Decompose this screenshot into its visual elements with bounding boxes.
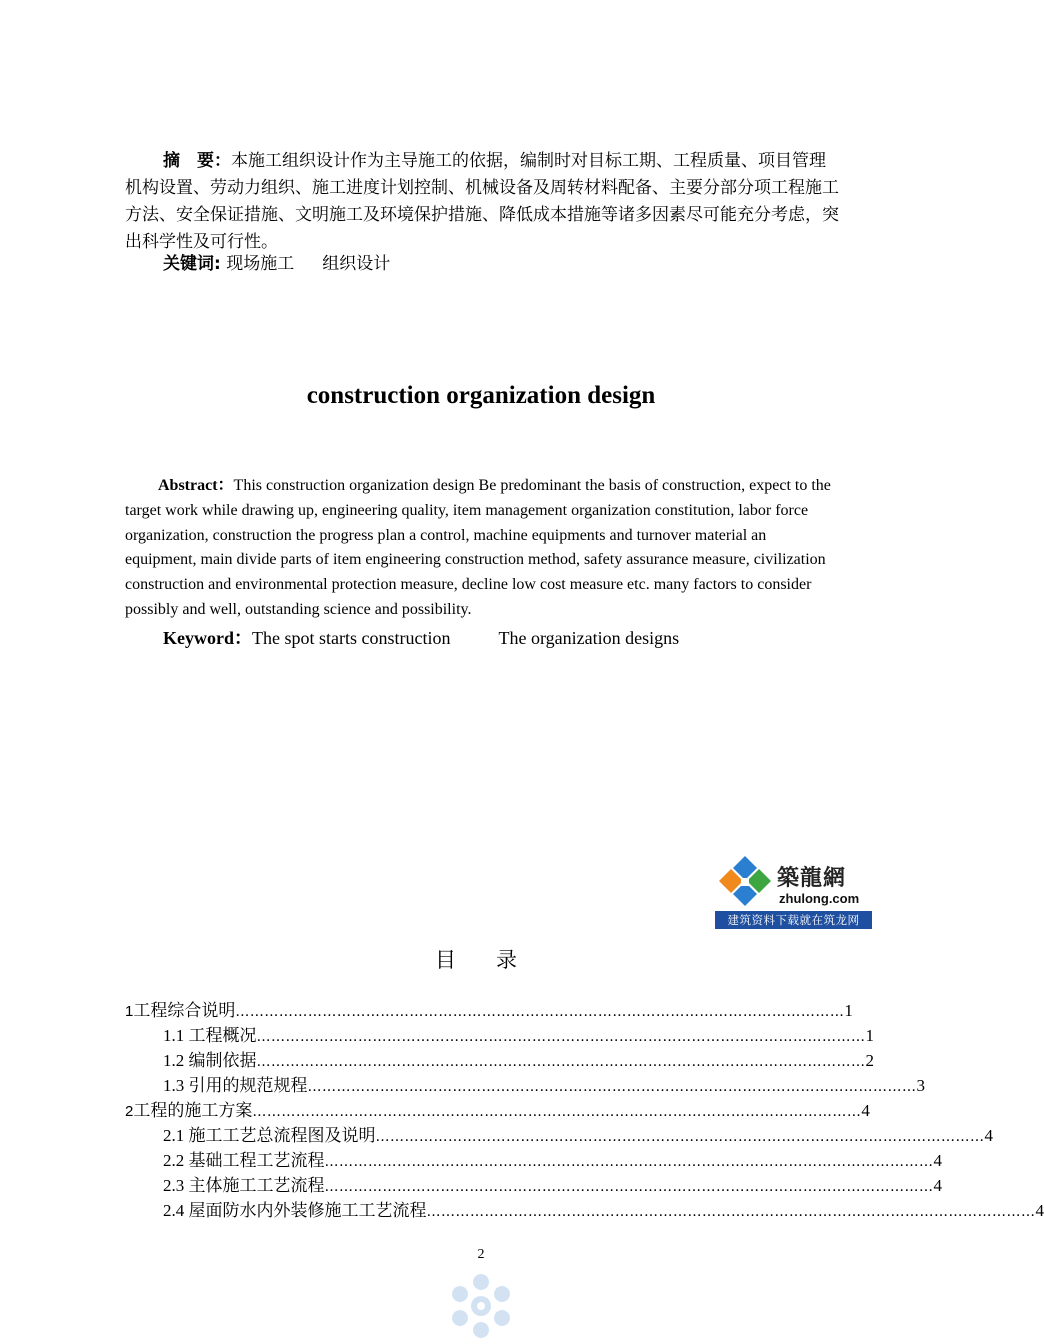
toc-entry-text: 2.1 施工工艺总流程图及说明: [163, 1126, 376, 1145]
toc-entry-page: 2: [865, 1051, 874, 1070]
logo-slogan: 建筑资料下载就在筑龙网: [715, 911, 872, 929]
toc-entry[interactable]: 1.1 工程概况 ……………………………………………………………………………………………………………… 1: [163, 1021, 756, 1043]
english-abstract-label: Abstract：: [158, 477, 234, 494]
toc-entry-page: 1: [865, 1026, 874, 1045]
toc-entry-page: 4: [933, 1151, 942, 1170]
toc-title: [435, 944, 517, 974]
logo-name: 築龍網: [777, 866, 847, 891]
english-title: construction organization design: [306, 382, 656, 409]
toc-entry-text: 1.2 编制依据: [163, 1051, 257, 1070]
english-keyword: The spot starts construction: [252, 628, 451, 648]
toc-entry[interactable]: 1 工程综合说明 ……………………………………………………………………………………………………………… 1: [125, 996, 775, 1018]
toc-entry[interactable]: 2.3 主体施工工艺流程 ……………………………………………………………………………………………………………… 4: [163, 1171, 756, 1193]
toc-entry-text: 1.1 工程概况: [163, 1026, 257, 1045]
watermark-snowflake-icon: [442, 1268, 520, 1344]
toc-entry[interactable]: 1.3 引用的规范规程 ……………………………………………………………………………………………………………… 3: [163, 1071, 756, 1093]
toc-entry-text: 2.4 屋面防水内外装修施工工艺流程: [163, 1201, 427, 1220]
page-number: 2: [477, 1247, 485, 1262]
toc-entry[interactable]: 2.2 基础工程工艺流程 ……………………………………………………………………………………………………………… 4: [163, 1146, 756, 1168]
logo-domain: zhulong.com: [779, 891, 860, 906]
toc-entry-page: 3: [916, 1076, 925, 1095]
chinese-abstract: [125, 148, 840, 256]
toc-entry-page: 1: [844, 1001, 853, 1020]
chinese-keyword: 组织设计: [322, 254, 391, 274]
toc-entry-number: 1: [125, 1003, 134, 1020]
toc-entry-page: 4: [861, 1101, 870, 1120]
english-keywords-label: Keyword：: [163, 628, 252, 648]
logo-mark-icon: [715, 853, 775, 911]
chinese-keywords-label: 关键词:: [163, 254, 221, 274]
toc-entry-page: 4: [1035, 1201, 1044, 1220]
toc-title-part: 目: [435, 948, 456, 972]
chinese-keyword: 现场施工: [226, 254, 295, 274]
toc-entry-page: 4: [984, 1126, 993, 1145]
toc-entry-text: 2.2 基础工程工艺流程: [163, 1151, 325, 1170]
english-keywords: [163, 624, 679, 650]
toc-entry-number: 2: [125, 1103, 134, 1120]
toc-entry-text: 2.3 主体施工工艺流程: [163, 1176, 325, 1195]
zhulong-logo: [715, 853, 872, 929]
toc-entry[interactable]: 1.2 编制依据 ……………………………………………………………………………………………………………… 2: [163, 1046, 756, 1068]
toc-entry[interactable]: 2.4 屋面防水内外装修施工工艺流程 ……………………………………………………………………………………………………………… 4: [163, 1196, 756, 1218]
chinese-abstract-label: 摘 要：: [163, 151, 231, 171]
toc-entry[interactable]: 2 工程的施工方案 ……………………………………………………………………………………………………………… 4: [125, 1096, 775, 1118]
toc-title-part: 录: [496, 948, 517, 972]
english-abstract: [125, 474, 840, 623]
toc-entry-page: 4: [933, 1176, 942, 1195]
toc-entry-text: 工程的施工方案: [133, 1101, 253, 1121]
chinese-abstract-text: 本施工组织设计作为主导施工的依据，编制时对目标工期、工程质量、项目管理机构设置、劳动力组织、施工进度计划控制、机械设备及周转材料配备、主要分部分项工程施工方法、安全保证措施、文明施工及环境保护措施、降低成本措施等诸多因素尽可能充分考虑，突出科学性及可行性。: [125, 151, 839, 252]
toc-entry[interactable]: 2.1 施工工艺总流程图及说明 ……………………………………………………………………………………………………………… 4: [163, 1121, 756, 1143]
toc-entry-text: 工程综合说明: [133, 1001, 236, 1021]
chinese-keywords: [163, 249, 390, 274]
english-abstract-text: This construction organization design Be predominant the basis of construction, expect to the target work while drawing up, engineering quality, item management organization constitution, labor force organization, construction the progress plan a control, machine equipments and turnover material an equipment, main divide parts of item engineering construction method, safety assurance measure, civilization construction and environmental protection measure, decline low cost measure etc. many factors to consider possibly and well, outstanding science and possibility.: [125, 477, 831, 618]
toc-entry-text: 1.3 引用的规范规程: [163, 1076, 308, 1095]
english-keyword: The organization designs: [498, 628, 680, 648]
